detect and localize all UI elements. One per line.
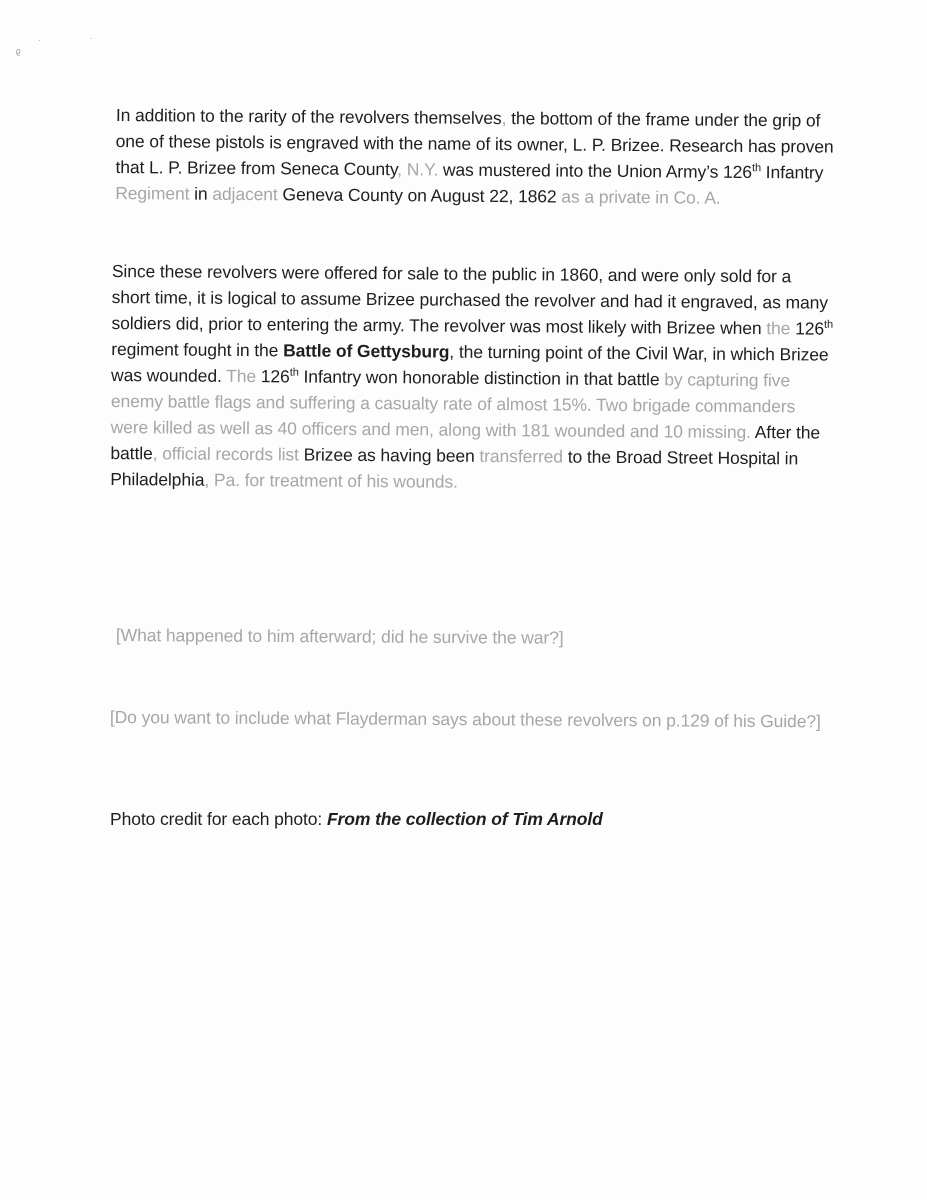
scan-speck: · [38, 36, 41, 45]
text-run: In addition to the rarity of the revolvers themselves [115, 104, 502, 129]
text-run: Infantry [760, 162, 824, 183]
text-run: Regiment [115, 182, 190, 204]
photo-credit-label: Photo credit for each photo: [110, 809, 327, 829]
text-run-bold: Battle of Gettysburg [283, 340, 450, 362]
text-run: regiment fought in the [111, 338, 284, 361]
superscript: th [289, 366, 299, 379]
text-run: After the battle [110, 422, 821, 464]
text-run: was mustered into the Union Army’s 126 [438, 159, 753, 182]
superscript: th [751, 162, 762, 175]
paragraph-rarity [115, 102, 836, 212]
scan-speck: ᵨ [16, 42, 21, 56]
photo-credit [110, 806, 830, 832]
paragraph-gettysburg [110, 258, 834, 498]
text-run: to the Broad Street Hospital in Philadelphia [110, 446, 799, 490]
text-run: Infantry won honorable distinction in that battle [298, 366, 660, 390]
text-run: the [766, 318, 791, 339]
superscript: th [824, 318, 834, 331]
text-run: , official records list [152, 443, 299, 465]
text-run: Geneva County on August 22, 1862 [277, 184, 557, 207]
text-run: , [501, 108, 507, 129]
text-run: as a private in Co. A. [556, 186, 721, 208]
photo-credit-source: From the collection of Tim Arnold [326, 809, 603, 829]
text-run: 126 [255, 366, 290, 387]
text-run: , N.Y. [397, 159, 439, 180]
text-run: adjacent [207, 183, 278, 205]
text-run: Brizee as having been [298, 444, 475, 466]
editor-note-afterward: [What happened to him afterward; did he survive the war?] [115, 624, 564, 648]
text-run: the bottom of the frame under the grip of one of these pistols is engraved with the name of its owner, L. P. Brizee. Research has proven that L. P. Brizee from Seneca County [115, 108, 834, 180]
text-run: The [221, 365, 257, 387]
text-run: by capturing five enemy battle flags and suffering a casualty rate of almost 15%. Two brigade commanders were killed as well as 40 officers and men, along with 181 wounded and 10 missing. [110, 369, 796, 443]
text-run: Since these revolvers were offered for sale to the public in 1860, and were only sold for a short time, it is logical to assume Brizee purchased the revolver and had it engraved, as many soldiers did, prior to entering the army. The revolver was most likely with Brizee when [111, 260, 829, 339]
editor-note-flayderman: [Do you want to include what Flayderman says about these revolvers on p.129 of his Guide?] [109, 706, 821, 732]
text-run: , Pa. for treatment of his wounds. [204, 469, 458, 492]
scan-speck: · [90, 34, 93, 43]
text-run: , the turning point of the Civil War, in which Brizee was wounded. [111, 341, 829, 386]
text-run: transferred [474, 445, 564, 467]
text-run: in [189, 183, 208, 204]
text-run: 126 [790, 318, 825, 339]
